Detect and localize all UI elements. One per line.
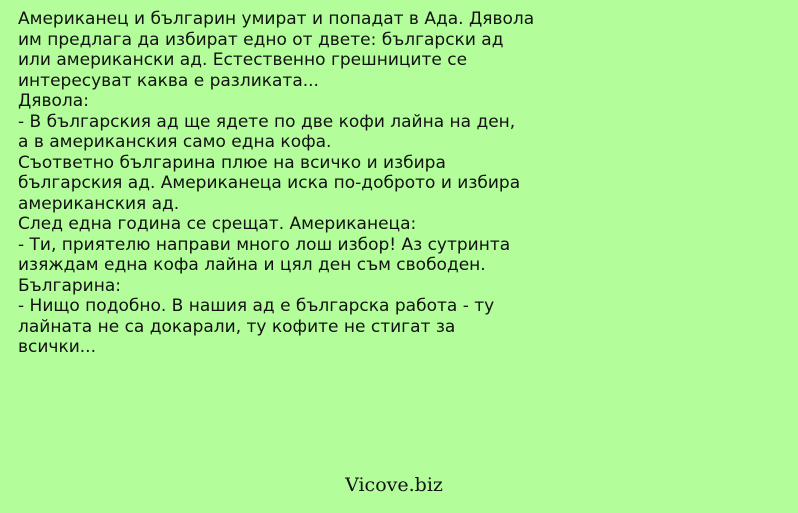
joke-line: или американски ад. Естественно грешниците се — [18, 50, 468, 70]
joke-line: лайната не са докарали, ту кофите не стигат за — [18, 316, 456, 337]
joke-line: им предлага да избират едно от двете: български ад — [18, 29, 504, 50]
joke-line: - В българския ад ще ядете по две кофи лайна на ден, — [18, 111, 516, 132]
joke-line: Съответно българина плюе на всичко и избира — [18, 152, 446, 173]
joke-line: Българина: — [18, 275, 121, 296]
joke-line: а в американския само една кофа. — [18, 132, 332, 152]
joke-line: Американец и българин умират и попадат в Ада. Дявола — [18, 9, 535, 29]
joke-line: американския ад. — [18, 193, 180, 214]
joke-line: Дявола: — [18, 91, 89, 111]
joke-line: След една година се срещат. Американеца: — [18, 214, 417, 234]
joke-line: - Ти, приятелю направи много лош избор! Аз сутринта — [18, 234, 511, 255]
joke-line: - Нищо подобно. В нашия ад е българска работа - ту — [18, 296, 495, 316]
joke-line: всички... — [18, 337, 96, 357]
joke-line: интересуват каква е разликата... — [18, 70, 319, 91]
site-watermark: Vicove.biz — [345, 474, 443, 496]
joke-text — [18, 9, 788, 358]
joke-line: българския ад. Американеца иска по-доброто и избира — [18, 173, 521, 193]
joke-line: изяждам една кофа лайна и цял ден съм свободен. — [18, 255, 486, 275]
